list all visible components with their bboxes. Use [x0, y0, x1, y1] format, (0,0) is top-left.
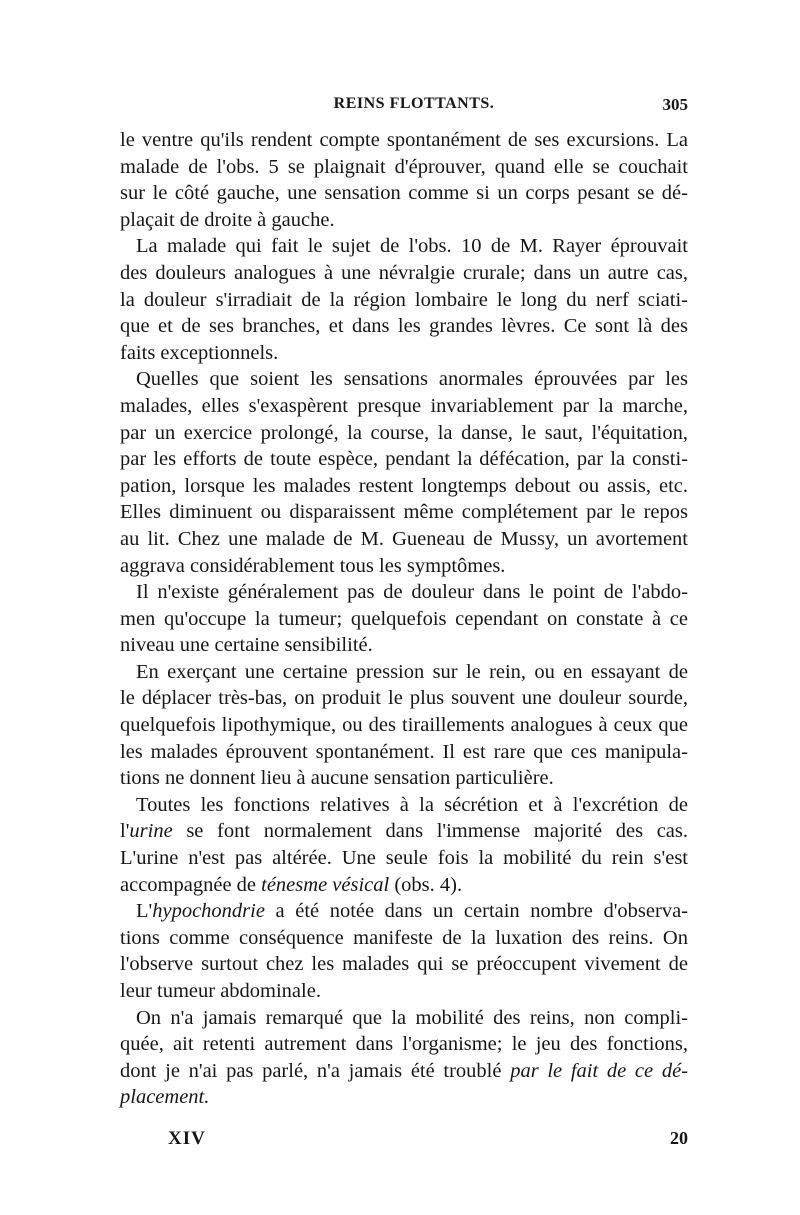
text-line: le déplacer très-bas, on produit le plus souvent une douleur sourde, [120, 687, 688, 710]
text-line: la douleur s'irradiait de la région lombaire le long du nerf sciati- [120, 288, 688, 311]
text-line [120, 898, 688, 925]
sheet-number: 20 [670, 1128, 688, 1148]
text-line: faits exceptionnels. [120, 341, 279, 364]
text-run: L' [136, 900, 153, 923]
text-line: La malade qui fait le sujet de l'obs. 10 de M. Rayer éprouvait [136, 235, 688, 258]
text-line: tions ne donnent lieu à aucune sensation particulière. [120, 767, 554, 790]
text-line: tions comme conséquence manifeste de la luxation des reins. On [120, 926, 688, 949]
text-line: les malades éprouvent spontanément. Il est rare que ces manipula- [120, 740, 688, 763]
text-run: l' [120, 820, 130, 843]
text-line: En exerçant une certaine pression sur le rein, ou en essayant de [136, 660, 688, 683]
text-line: leur tumeur abdominale. [120, 980, 321, 1002]
text-line: Elles diminuent ou disparaissent même complétement par le repos [120, 501, 688, 524]
paragraph-5 [120, 659, 688, 792]
text-line: quée, ait retenti autrement dans l'organisme; le jeu des fonctions, [120, 1033, 688, 1056]
italic-term: par le fait de ce dé- [510, 1059, 688, 1082]
paragraph-2 [120, 233, 688, 366]
paragraph-8 [120, 1005, 688, 1111]
text-line: niveau une certaine sensibilité. [120, 634, 373, 657]
text-line: que et de ses branches, et dans les grandes lèvres. Ce sont là des [120, 315, 688, 338]
signature-mark: XIV [168, 1128, 206, 1149]
text-line [120, 1058, 688, 1085]
paragraph-6 [120, 792, 688, 898]
text-run: a été notée dans un certain nombre d'observa- [264, 900, 688, 923]
text-run: dont je n'ai pas parlé, n'a jamais été troublé [120, 1059, 511, 1082]
text-line: quelquefois lipothymique, ou des tiraillements analogues à ceux que [120, 714, 688, 737]
text-run: accompagnée de [120, 873, 262, 896]
text-line: des douleurs analogues à une névralgie crurale; dans un autre cas, [120, 261, 688, 284]
text-line: le ventre qu'ils rendent compte spontanément de ses excursions. La [120, 129, 688, 151]
text-line: par les efforts de toute espèce, pendant la défécation, par la consti- [120, 448, 688, 471]
text-line: On n'a jamais remarqué que la mobilité des reins, non compli- [136, 1006, 688, 1029]
paragraph-4 [120, 579, 688, 659]
text-line: aggrava considérablement tous les symptômes. [120, 554, 506, 577]
italic-term: urine [129, 820, 173, 843]
paragraph-3 [120, 366, 688, 579]
italic-term: ténesme vésical [261, 873, 390, 896]
page-footer [120, 1128, 688, 1154]
page-header [120, 95, 688, 119]
text-line: Quelles que soient les sensations anormales éprouvées par les [136, 368, 688, 391]
text-line [120, 872, 688, 899]
text-line [120, 1084, 688, 1111]
paragraph-7 [120, 898, 688, 1004]
text-line: malades, elles s'exaspèrent presque invariablement par la marche, [120, 394, 688, 417]
text-line: Toutes les fonctions relatives à la sécrétion et à l'excrétion de [136, 793, 688, 816]
italic-term: placement. [120, 1086, 210, 1109]
text-line: sur le côté gauche, une sensation comme si un corps pesant se dé- [120, 182, 688, 205]
text-line: malade de l'obs. 5 se plaignait d'éprouver, quand elle se couchait [120, 155, 688, 178]
body-text [120, 127, 688, 1111]
text-line: plaçait de droite à gauche. [120, 208, 335, 231]
text-line: pation, lorsque les malades restent longtemps debout ou assis, etc. [120, 474, 688, 497]
text-line [120, 818, 688, 845]
italic-term: hypochondrie [152, 900, 265, 923]
text-run: (obs. 4). [389, 873, 463, 896]
text-line: au lit. Chez une malade de M. Gueneau de Mussy, un avortement [120, 527, 688, 550]
running-title: REINS FLOTTANTS. [333, 95, 495, 112]
text-line: par un exercice prolongé, la course, la danse, le saut, l'équitation, [120, 421, 688, 444]
page-number: 305 [662, 95, 688, 114]
text-line: L'urine n'est pas altérée. Une seule fois la mobilité du rein s'est [120, 847, 688, 870]
text-run: se font normalement dans l'immense majorité des cas. [172, 820, 688, 843]
text-line: l'observe surtout chez les malades qui se préoccupent vivement de [120, 953, 688, 976]
text-line: Il n'existe généralement pas de douleur dans le point de l'abdo- [136, 581, 688, 604]
text-line: men qu'occupe la tumeur; quelquefois cependant on constate à ce [120, 607, 688, 630]
paragraph-1 [120, 127, 688, 233]
